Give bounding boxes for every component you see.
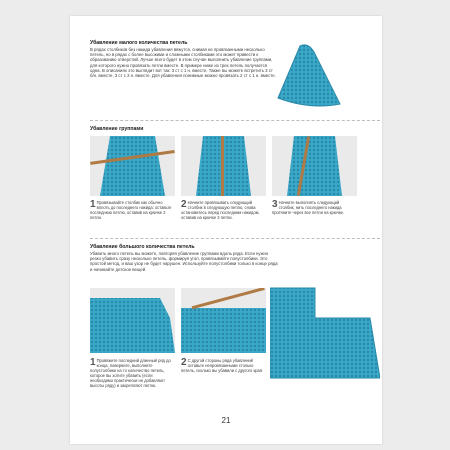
step-text: Провяжите последний длинный ряд до конца, поверните, выполните полустолбики на то количество петель, которое вы хотите убавить (если необходимо практически не добавляют высоты ряду) и закрепляют петлю. — [90, 358, 171, 388]
step3-photo — [272, 136, 357, 196]
section-title-group-decrease: Убавление группами — [90, 126, 144, 132]
book-page — [70, 16, 382, 444]
large-step2-photo — [181, 288, 266, 353]
step-text: С другой стороны ряда убавлений оставьте непровязанными столько петель, сколько вы убавили с другого края. — [181, 358, 264, 373]
step1-photo — [90, 136, 175, 196]
step-number: 1 — [90, 357, 96, 368]
step-number: 1 — [90, 199, 96, 210]
section-title-small-decrease: Убавление малого количества петель — [90, 40, 188, 46]
step-text: Начните выполнять следующий столбик, нить последнего накида протяните через все петли на крючке. — [272, 200, 345, 215]
step2-photo — [181, 136, 266, 196]
step-text: Начните провязывать следующий столбик в следующую петлю, снова остановитесь перед последним накидом, оставив на крючке 3 петли. — [181, 200, 260, 220]
large-step-1 — [90, 358, 174, 388]
step-number: 3 — [272, 199, 278, 210]
group-step-2 — [181, 200, 265, 220]
large-step-2 — [181, 358, 265, 373]
section-body-small-decrease: В рядах столбиков без накида убавления вяжутся, снимая не провязанными несколько петель, но в рядах с более высокими и сложными столбиками это может привести к образованию отверстий. Лучше всего будет в этом случае выполнить убавление группами, для которого нужно провязать петли вместе. В примере ниже из трех петель получается одна. В описаниях это выглядит вот так: 3 ст с 1 н. вместе. Также вы можете встретить 3 ст б/н. вместе, 3 ст с 2 н. вместе. Для убавления понимные можно провязать 2 ст с 1 н. вместе. — [90, 47, 276, 79]
triangle-swatch-photo — [270, 36, 350, 116]
group-step-1 — [90, 200, 174, 220]
large-step1-photo — [90, 288, 175, 353]
divider — [90, 120, 380, 121]
group-step-3 — [272, 200, 356, 215]
step-number: 2 — [181, 357, 187, 368]
triangle-swatch-image — [270, 36, 350, 116]
page-number: 21 — [221, 416, 231, 425]
step-text: Провязывайте столбик как обычно вплоть до последнего накида: оставьте последнюю петлю, оставив на крючке 2 петли. — [90, 200, 172, 220]
finished-swatch-photo — [270, 278, 380, 388]
section-body-large-decrease: Убавить много петель вы можете, повторяя убавление группами вдоль ряда. Если нужно резко убавить сразу несколько петель, формируя угол, провязывайте полустолбики. Это простой метод, и ваш узор не будет нарушен. Используйте полустолбики только в конце ряда и начинайте детское вещей. — [90, 251, 278, 272]
section-title-large-decrease: Убавление большого количества петель — [90, 244, 195, 250]
divider — [90, 238, 380, 239]
step-number: 2 — [181, 199, 187, 210]
